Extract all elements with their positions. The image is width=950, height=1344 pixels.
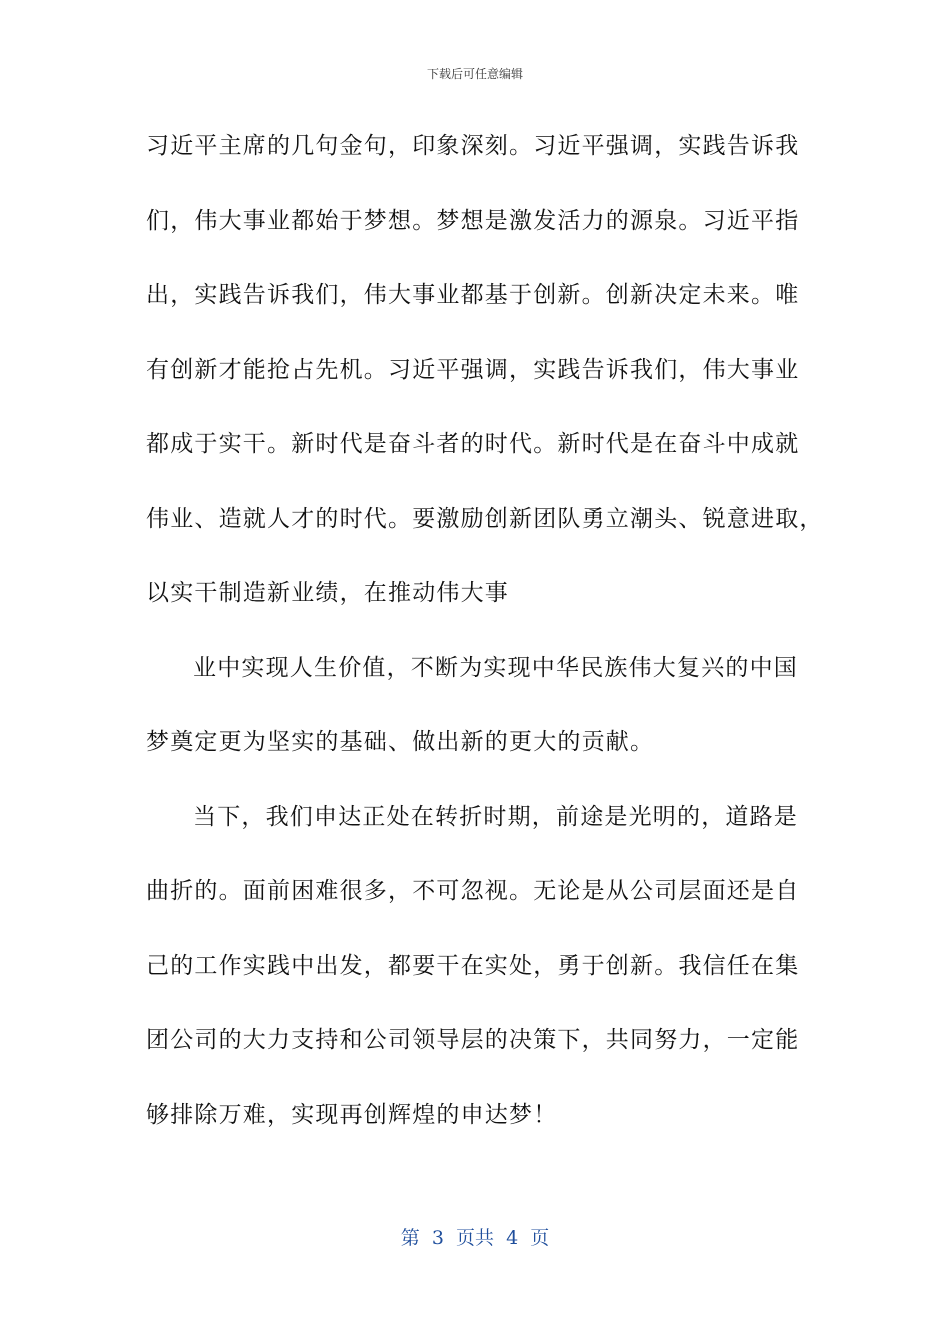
document-body bbox=[146, 126, 824, 1169]
text-line: 们，伟大事业都始于梦想。梦想是激发活力的源泉。习近平指 bbox=[146, 207, 800, 234]
text-line: 都成于实干。新时代是奋斗者的时代。新时代是在奋斗中成就 bbox=[146, 431, 800, 457]
text-line: 己的工作实践中出发，都要干在实处，勇于创新。我信任在集 bbox=[146, 952, 800, 979]
text-line: 有创新才能抢占先机。习近平强调，实践告诉我们，伟大事业 bbox=[146, 356, 800, 383]
page-header: 下载后可任意编辑 bbox=[426, 67, 523, 81]
text-line: 出，实践告诉我们，伟大事业都基于创新。创新决定未来。唯 bbox=[146, 282, 800, 308]
text-line: 业中实现人生价值，不断为实现中华民族伟大复兴的中国 bbox=[193, 654, 798, 681]
text-line: 团公司的大力支持和公司领导层的决策下，共同努力，一定能 bbox=[146, 1027, 800, 1053]
text-line: 梦奠定更为坚实的基础、做出新的更大的贡献。 bbox=[146, 729, 655, 755]
text-line: 习近平主席的几句金句，印象深刻。习近平强调，实践告诉我 bbox=[146, 133, 800, 159]
text-line: 伟业、造就人才的时代。要激励创新团队勇立潮头、锐意进取， bbox=[146, 505, 824, 532]
text-line: 曲折的。面前困难很多，不可忽视。无论是从公司层面还是自 bbox=[146, 878, 800, 904]
text-line: 够排除万难，实现再创辉煌的申达梦！ bbox=[146, 1101, 558, 1128]
page-number: 第 3 页共 4 页 bbox=[400, 1227, 550, 1249]
text-line: 以实干制造新业绩，在推动伟大事 bbox=[146, 580, 509, 606]
text-line: 当下，我们申达正处在转折时期，前途是光明的，道路是 bbox=[193, 803, 798, 830]
